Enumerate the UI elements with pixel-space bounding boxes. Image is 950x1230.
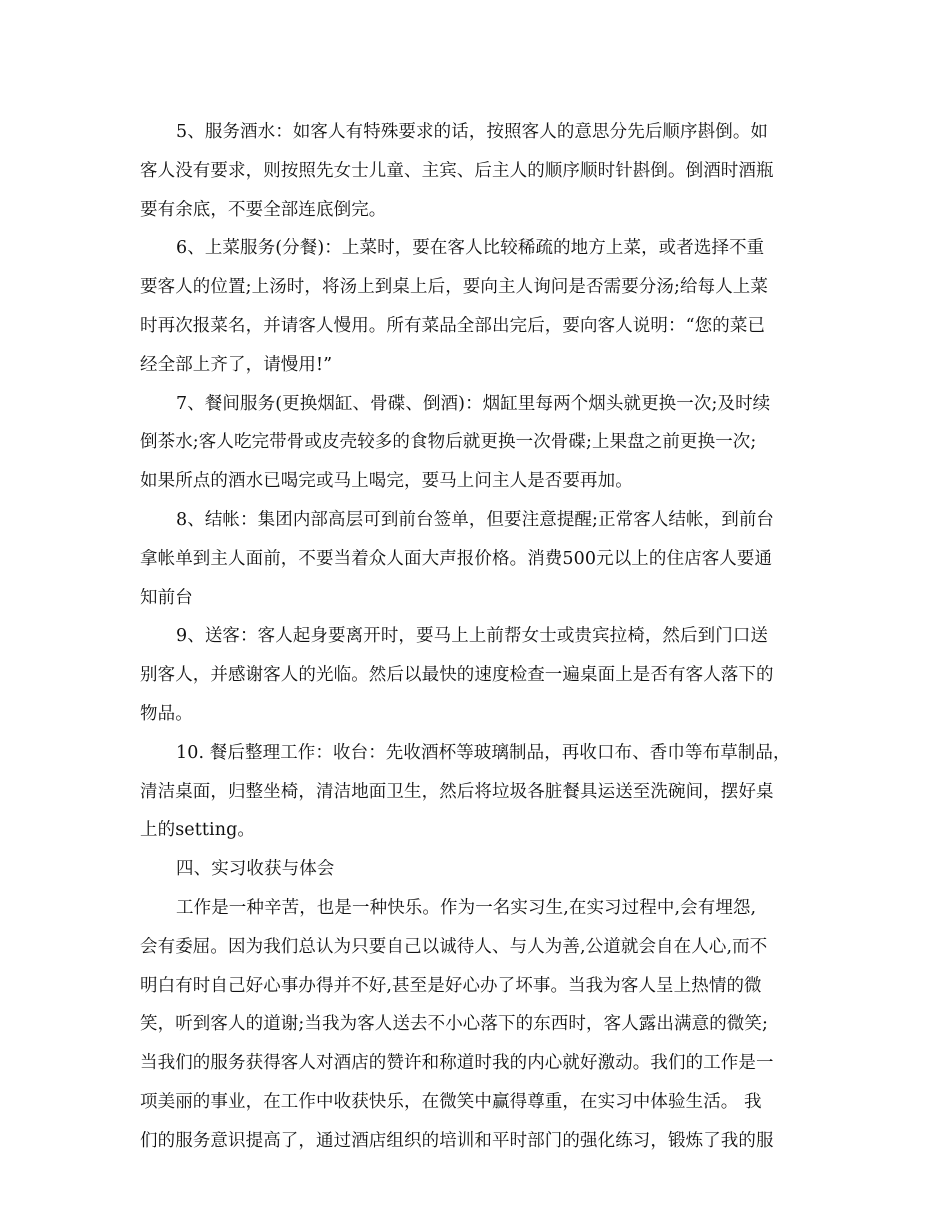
paragraph-wine-service <box>140 113 820 229</box>
paragraph-seeing-off <box>140 617 820 733</box>
paragraph-dish-service <box>140 229 820 384</box>
text-line: 当我们的服务获得客人对酒店的赞许和称道时我的内心就好激动。我们的工作是一 <box>140 1053 774 1074</box>
text-line: 10. 餐后整理工作：收台：先收酒杯等玻璃制品，再收口布、香巾等布草制品， <box>176 742 791 763</box>
text-line: 如果所点的酒水已喝完或马上喝完，要马上问主人是否要再加。 <box>140 471 633 492</box>
paragraph-cleanup <box>140 734 820 850</box>
text-line: 8、结帐：集团内部高层可到前台签单，但要注意提醒;正常客人结帐，到前台 <box>176 509 775 530</box>
text-line: 会有委屈。因为我们总认为只要自己以诚待人、与人为善,公道就会自在人心,而不 <box>140 936 768 957</box>
text-line: 项美丽的事业，在工作中收获快乐，在微笑中赢得尊重，在实习中体验生活。 我 <box>140 1091 762 1112</box>
text-line: 工作是一种辛苦，也是一种快乐。作为一名实习生,在实习过程中,会有埋怨, <box>176 897 757 918</box>
text-line: 时再次报菜名，并请客人慢用。所有菜品全部出完后，要向客人说明：“您的菜已 <box>140 315 766 336</box>
paragraph-meal-service <box>140 385 820 501</box>
text-line: 5、服务酒水：如客人有特殊要求的话，按照客人的意思分先后顺序斟倒。如 <box>176 122 769 142</box>
text-line: 明白有时自己好心事办得并不好,甚至是好心办了坏事。当我为客人呈上热情的微 <box>140 975 762 996</box>
text-line: 上的setting。 <box>140 820 255 841</box>
text-line: 客人没有要求，则按照先女士儿童、主宾、后主人的顺序顺时针斟倒。倒酒时酒瓶 <box>140 160 774 181</box>
text-line: 要客人的位置;上汤时，将汤上到桌上后，要向主人询问是否需要分汤;给每人上菜 <box>140 277 768 298</box>
paragraph-checkout <box>140 501 820 617</box>
text-line: 知前台 <box>140 587 193 608</box>
text-line: 们的服务意识提高了，通过酒店组织的培训和平时部门的强化练习，锻炼了我的服 <box>140 1130 774 1151</box>
text-line: 要有余底，不要全部连底倒完。 <box>140 199 387 220</box>
text-line: 拿帐单到主人面前，不要当着众人面大声报价格。消费500元以上的住店客人要通 <box>140 548 773 569</box>
document-body <box>140 113 820 1161</box>
text-line: 6、上菜服务(分餐)：上菜时，要在客人比较稀疏的地方上菜，或者选择不重 <box>176 238 765 259</box>
text-line: 经全部上齐了，请慢用!” <box>140 354 333 375</box>
text-line: 7、餐间服务(更换烟缸、骨碟、倒酒)：烟缸里每两个烟头就更换一次;及时续 <box>176 393 771 414</box>
section-heading <box>140 850 820 889</box>
text-line: 清洁桌面，归整坐椅，清洁地面卫生，然后将垃圾各脏餐具运送至洗碗间，摆好桌 <box>140 781 774 802</box>
text-line: 倒茶水;客人吃完带骨或皮壳较多的食物后就更换一次骨碟;上果盘之前更换一次; <box>140 432 757 453</box>
text-line: 9、送客：客人起身要离开时，要马上上前帮女士或贵宾拉椅，然后到门口送 <box>176 626 769 647</box>
text-line: 别客人，并感谢客人的光临。然后以最快的速度检查一遍桌面上是否有客人落下的 <box>140 665 774 686</box>
heading-text: 四、实习收获与体会 <box>176 859 335 880</box>
text-line: 物品。 <box>140 703 193 724</box>
text-line: 笑，听到客人的道谢;当我为客人送去不小心落下的东西时，客人露出满意的微笑; <box>140 1014 768 1035</box>
paragraph-reflection <box>140 889 820 1161</box>
